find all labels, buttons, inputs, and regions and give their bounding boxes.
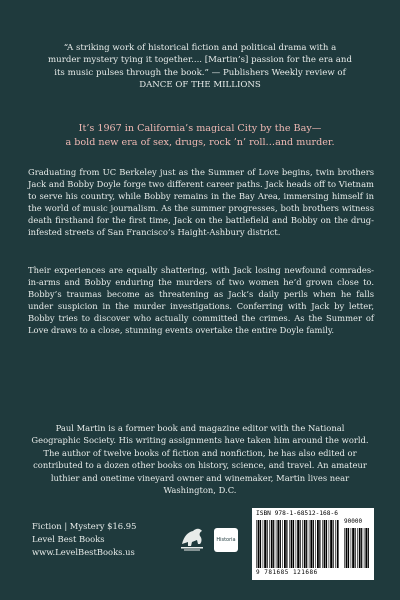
review-blurb [28,42,372,92]
publisher-website: www.LevelBestBooks.us [32,547,135,557]
blurb-line: DANCE OF THE MILLIONS [139,80,261,91]
barcode-bars-icon [256,520,340,568]
tagline-line: It’s 1967 in California’s magical City by the Bay— [78,123,322,134]
blurb-line: “A striking work of historical fiction and political drama with a [63,43,337,53]
imprint-logo [214,528,238,552]
blurb-line: its music pulses through the book.” — Publishers Weekly review of [54,67,346,78]
barcode-digits: 9 781685 121686 [256,569,318,576]
price-code: 90000 [344,518,363,525]
blurb-line: murder mystery tying it together.... [Martin’s] passion for the era and [48,55,352,66]
author-bio: Paul Martin is a former book and magazine editor with the National Geographic Society. His writing assignments have taken him around the world. The author of twelve books of fiction and nonfiction, he has also edited or contributed to a dozen other books on history, science, and travel. An amateur luthier and onetime vineyard owner and winemaker, Martin lives near Washington, D.C. [31,423,369,496]
publisher-footer [32,520,162,559]
publisher-name: Level Best Books [32,534,105,544]
description-paragraph: Their experiences are equally shattering, with Jack losing newfound comrades-in-arms and Bobby enduring the murders of two women he’d grown close to. Bobby’s traumas become as threatening as Jack’s daily perils when he falls under suspicion in the murder investigations. Conferring with Jack by letter, Bobby tries to discover who actually committed the crimes. As the Summer of Love draws to a close, stunning events overtake the entire Doyle family. [28,265,374,336]
description-paragraph: Graduating from UC Berkeley just as the Summer of Love begins, twin brothers Jack and Bobby Doyle forge two different career paths. Jack heads off to Vietnam to serve his country, while Bobby remains in the Bay Area, immersing himself in the world of music journalism. As the summer progresses, both brothers witness death firsthand for the first time, Jack on the battlefield and Bobby on the drug-infested streets of San Francisco’s Haight-Ashbury district. [28,167,374,238]
tagline-line: a bold new era of sex, drugs, rock ’n’ roll…and murder. [65,136,335,148]
price-barcode-bars-icon [344,528,370,568]
genre-price: Fiction | Mystery $16.95 [32,521,137,531]
lion-logo-icon [178,522,206,552]
imprint-logo-text: Historia [216,537,236,543]
tagline [30,122,370,149]
barcode [252,508,374,580]
isbn-number: ISBN 978-1-68512-168-6 [256,510,338,517]
